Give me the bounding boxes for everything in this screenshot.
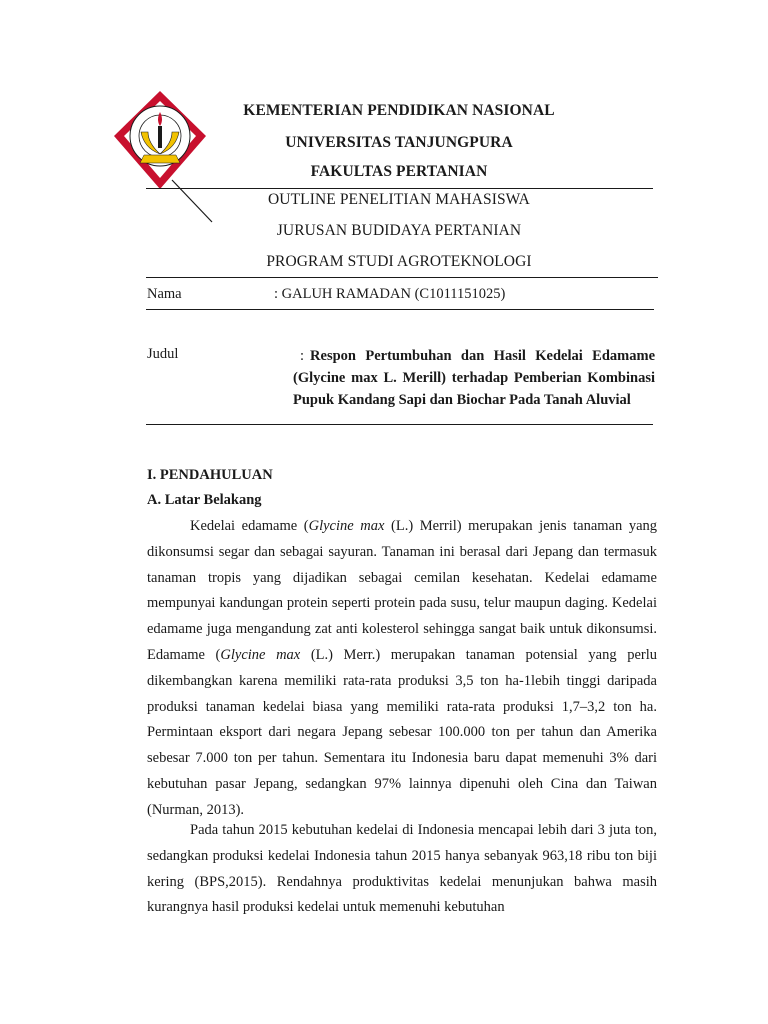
p1-text-b: (L.) Merril) merupakan jenis tanaman yang dikonsumsi segar dan sebagai sayuran. Tanaman ini berasal dari Jepang dan termasuk tanaman tropis yang dijadikan sebagai cemilan kesehatan. Kedelai edamame mempunyai kandungan protein seperti protein pada susu, telur maupun daging. Kedelai edamame juga mengandung zat anti kolesterol sehingga sangat baik untuk dikonsumsi. Edamame ( — [147, 518, 658, 663]
header-rule-top — [146, 188, 653, 189]
judul-colon: : — [300, 348, 305, 364]
judul-value-block — [293, 345, 655, 411]
university-title: UNIVERSITAS TANJUNGPURA — [285, 134, 513, 151]
department-title: JURUSAN BUDIDAYA PERTANIAN — [276, 222, 522, 239]
header-rule-bottom — [146, 277, 658, 278]
subsection-heading: A. Latar Belakang — [147, 492, 262, 508]
nama-label: Nama — [147, 286, 182, 302]
p1-italic-b: Glycine max — [220, 646, 301, 663]
nama-rule — [146, 309, 654, 310]
nama-value: : GALUH RAMADAN (C1011151025) — [274, 286, 506, 302]
p1-italic-a: Glycine max — [308, 518, 385, 534]
faculty-title: FAKULTAS PERTANIAN — [310, 163, 488, 180]
p1-text-a: Kedelai edamame ( — [190, 518, 309, 534]
program-title: PROGRAM STUDI AGROTEKNOLOGI — [266, 253, 532, 270]
judul-value: Respon Pertumbuhan dan Hasil Kedelai Edamame (Glycine max L. Merill) terhadap Pemberian Kombinasi Pupuk Kandang Sapi dan Biochar Pada Tanah Aluvial — [293, 348, 655, 408]
judul-rule — [146, 424, 653, 425]
paragraph-2: Pada tahun 2015 kebutuhan kedelai di Indonesia mencapai lebih dari 3 juta ton, sedangkan produksi kedelai Indonesia tahun 2015 hanya sebanyak 963,18 ribu ton biji kering (BPS,2015). Rendahnya produktivitas kedelai menunjukan bahwa masih kurangnya hasil produksi kedelai untuk memenuhi kebutuhan — [147, 822, 657, 916]
ministry-title: KEMENTERIAN PENDIDIKAN NASIONAL — [243, 102, 555, 119]
p1-text-c: (L.) Merr.) merupakan tanaman potensial yang perlu dikembangkan karena memiliki rata-rata produksi 3,5 ton ha-1lebih tinggi daripada produksi tanaman kedelai biasa yang memiliki rata-rata produksi 1,7–3,2 ton ha. Permintaan eksport dari negara Jepang sebesar 100.000 ton per tahun dan Amerika sebesar 7.000 ton per tahun. Sementara itu Indonesia baru dapat memenuhi 3% dari kebutuhan pasar Jepang, sedangkan 97% lainnya dipenuhi oleh Cina dan Taiwan (Nurman, 2013). — [147, 646, 657, 818]
judul-label: Judul — [147, 346, 179, 362]
outline-title: OUTLINE PENELITIAN MAHASISWA — [268, 191, 530, 208]
chapter-heading: I. PENDAHULUAN — [147, 467, 273, 483]
paragraph-1 — [147, 514, 657, 824]
